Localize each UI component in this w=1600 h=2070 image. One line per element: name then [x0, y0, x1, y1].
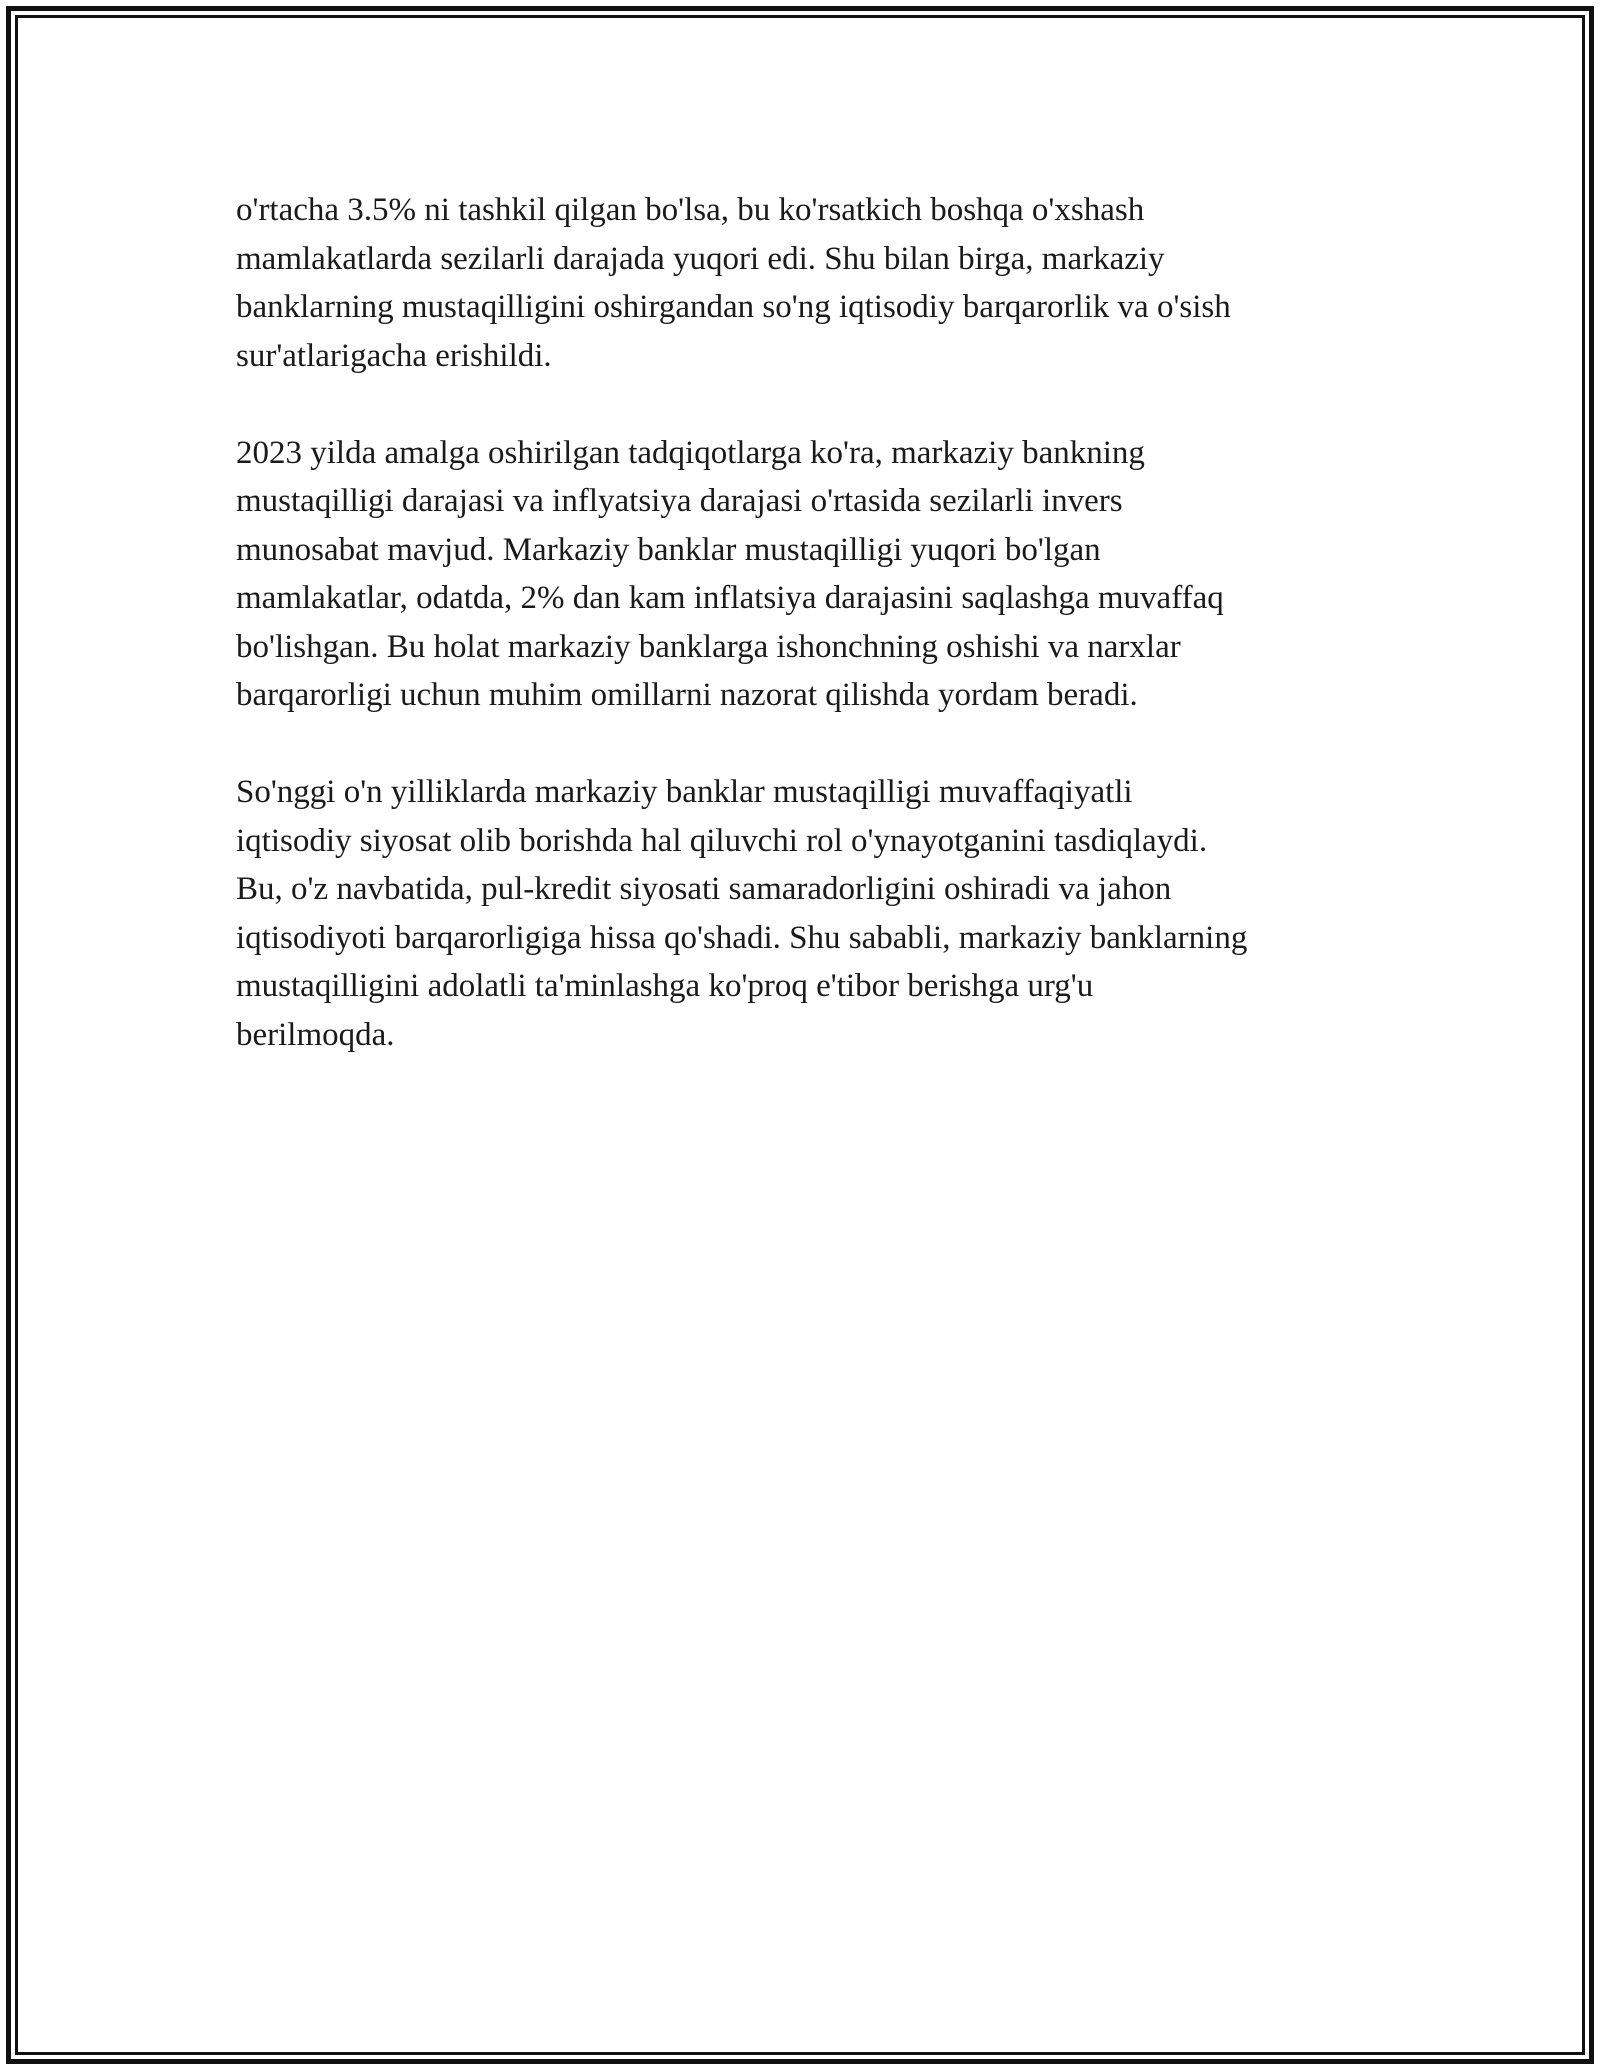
paragraph-1: o'rtacha 3.5% ni tashkil qilgan bo'lsa, bu ko'rsatkich boshqa o'xshash mamlakatlarda sezilarli darajada yuqori edi. Shu bilan birga, markaziy banklarning mustaqilligini oshirgandan so'ng iqtisodiy barqarorlik va o'sish sur'atlarigacha erishildi.: [236, 192, 1231, 374]
paragraph-3: So'nggi o'n yilliklarda markaziy banklar mustaqilligi muvaffaqiyatli iqtisodiy siyosat olib borishda hal qiluvchi rol o'ynayotganini tasdiqlaydi. Bu, o'z navbatida, pul-kredit siyosati samaradorligini oshiradi va jahon iqtisodiyoti barqarorligiga hissa qo'shadi. Shu sababli, markaziy banklarning mustaqilligini adolatli ta'minlashga ko'proq e'tibor berishga urg'u berilmoqda.: [236, 774, 1248, 1053]
paragraph-2: 2023 yilda amalga oshirilgan tadqiqotlarga ko'ra, markaziy bankning mustaqilligi darajasi va inflyatsiya darajasi o'rtasida sezilarli invers munosabat mavjud. Markaziy banklar mustaqilligi yuqori bo'lgan mamlakatlar, odatda, 2% dan kam inflatsiya darajasini saqlashga muvaffaq bo'lishgan. Bu holat markaziy banklarga ishonchning oshishi va narxlar barqarorligi uchun muhim omillarni nazorat qilishda yordam beradi.: [236, 434, 1224, 713]
document-body: [236, 186, 1416, 1108]
